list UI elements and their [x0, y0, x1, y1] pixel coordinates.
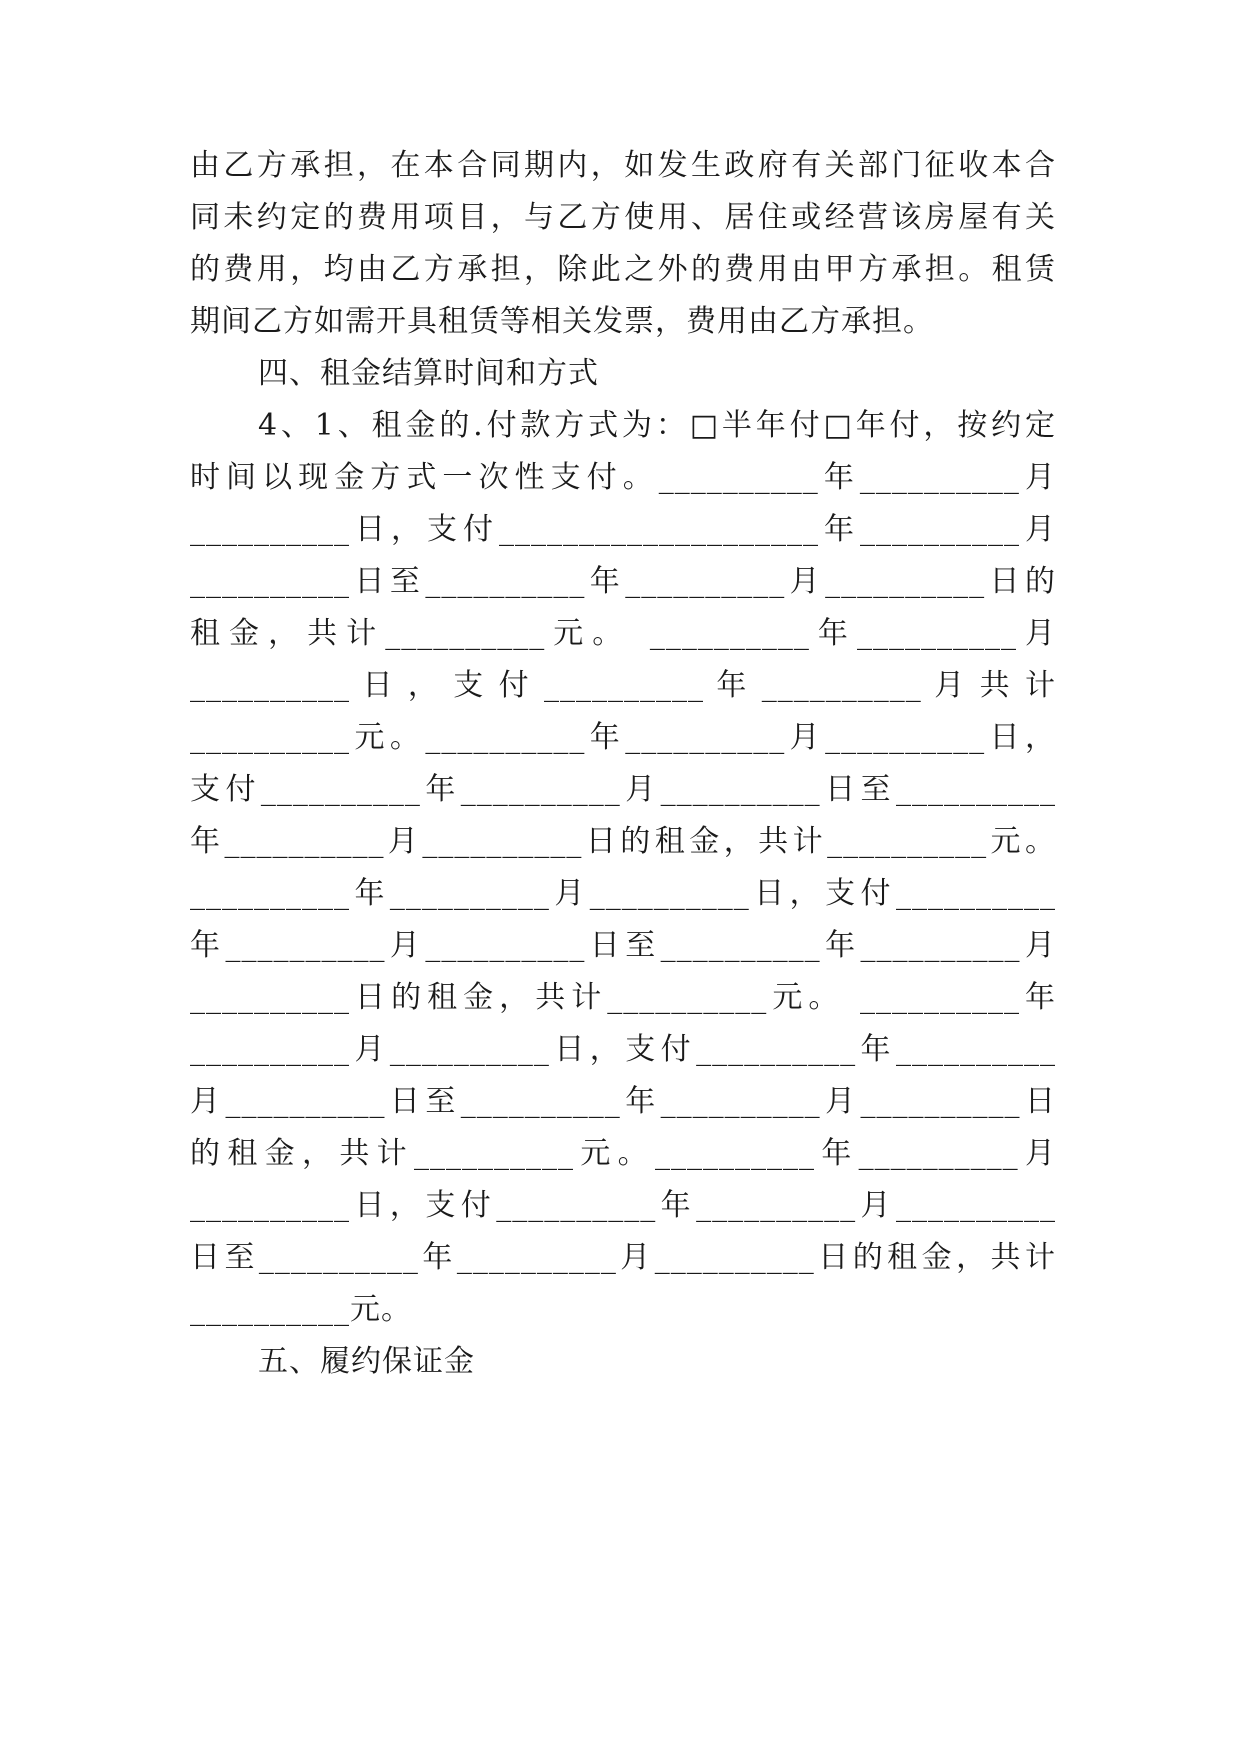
paragraph-line: 同未约定的费用项目，与乙方使用、居住或经营该房屋有关 — [190, 200, 1056, 235]
paragraph-line: 由乙方承担，在本合同期内，如发生政府有关部门征收本合 — [190, 148, 1056, 183]
paragraph-line: __________月__________日，支付__________年__________ — [190, 1032, 1056, 1067]
paragraph-line: __________日，支付__________年__________月__________ — [190, 1188, 1056, 1223]
paragraph-line: __________日的租金，共计__________元。 __________年 — [190, 980, 1056, 1015]
section-heading-4: 四、租金结算时间和方式 — [258, 356, 599, 391]
paragraph-line: 支付__________年__________月__________日至__________ — [190, 772, 1056, 807]
paragraph-line: 年__________月__________日至__________年__________月 — [190, 928, 1056, 963]
paragraph-line: 日至__________年__________月__________日的租金，共计 — [190, 1240, 1056, 1275]
paragraph-line: __________元。 — [190, 1292, 412, 1327]
paragraph-line: 时间以现金方式一次性支付。__________年__________月 — [190, 460, 1056, 495]
paragraph-line: 租金，共计__________元。 __________年__________月 — [190, 616, 1056, 651]
paragraph-line: __________日至__________年__________月__________日的 — [190, 564, 1056, 599]
paragraph-line: 的费用，均由乙方承担，除此之外的费用由甲方承担。租赁 — [190, 252, 1056, 287]
section-heading-5: 五、履约保证金 — [258, 1344, 475, 1379]
paragraph-line: 月__________日至__________年__________月__________日 — [190, 1084, 1056, 1119]
paragraph-line: __________元。__________年__________月__________日， — [190, 720, 1056, 755]
paragraph-line: 4、1、租金的.付款方式为：□半年付□年付，按约定 — [258, 408, 1056, 443]
paragraph-line: 的租金，共计__________元。__________年__________月 — [190, 1136, 1056, 1171]
paragraph-line: 年__________月__________日的租金，共计__________元。 — [190, 824, 1056, 859]
paragraph-line: 期间乙方如需开具租赁等相关发票，费用由乙方承担。 — [190, 304, 934, 339]
paragraph-line: __________年__________月__________日，支付__________ — [190, 876, 1056, 911]
paragraph-line: __________ 日 ， 支 付 __________ 年 __________ 月 共 计 — [190, 668, 1056, 703]
paragraph-line: __________日，支付____________________年__________月 — [190, 512, 1056, 547]
